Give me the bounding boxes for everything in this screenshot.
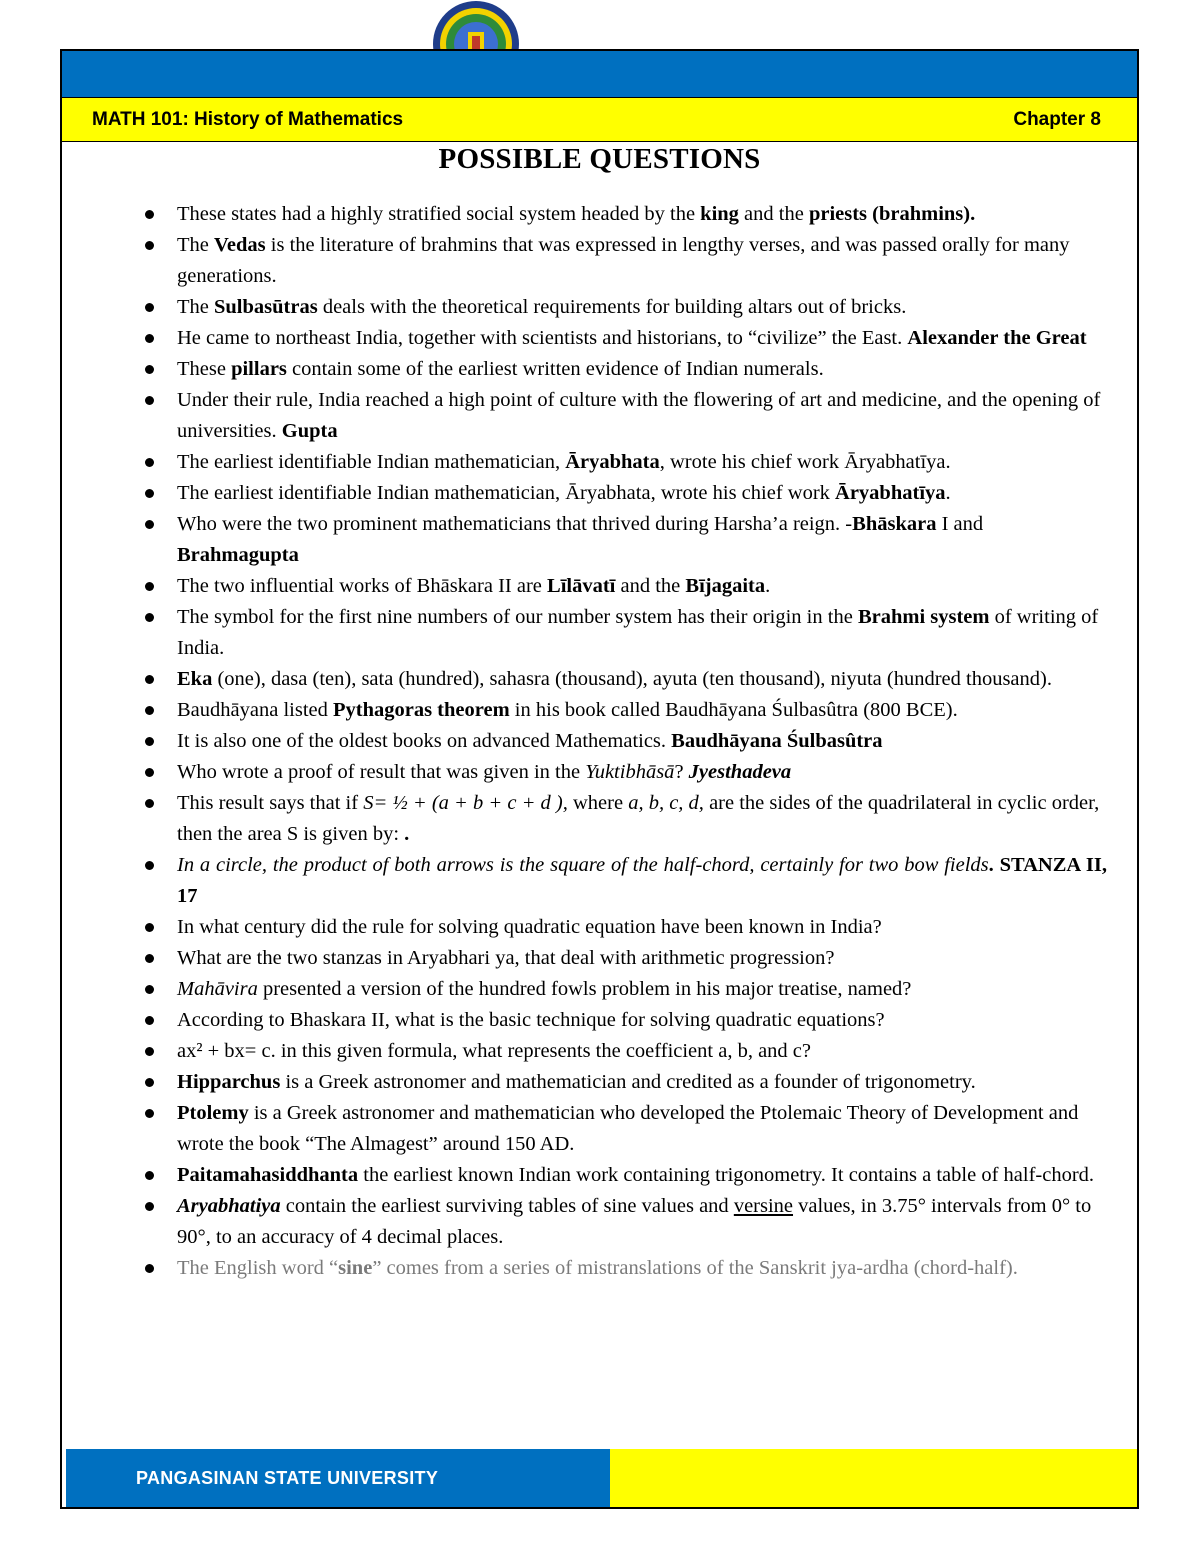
question-list [142,199,1107,1284]
list-item: This result says that if S= ½ + (a + b + c + d ), where a, b, c, d, are the sides of the quadrilateral in cyclic order, then the area S is given by: . [142,788,1107,850]
bullet-icon [145,1109,154,1118]
bullet-icon [145,954,154,963]
bullet-icon [145,768,154,777]
bullet-icon [145,706,154,715]
list-item: Eka (one), dasa (ten), sata (hundred), sahasra (thousand), ayuta (ten thousand), niyuta (hundred thousand). [142,664,1107,695]
chapter-label: Chapter 8 [1013,108,1101,130]
bullet-icon [145,1016,154,1025]
bullet-icon [145,613,154,622]
list-item: In what century did the rule for solving quadratic equation have been known in India? [142,912,1107,943]
list-item: Mahāvira presented a version of the hundred fowls problem in his major treatise, named? [142,974,1107,1005]
list-item: ax² + bx= c. in this given formula, what represents the coefficient a, b, and c? [142,1036,1107,1067]
bullet-icon [145,1264,154,1273]
list-item: In a circle, the product of both arrows is the square of the half-chord, certainly for two bow fields. STANZA II, 17 [142,850,1107,912]
list-item: The symbol for the first nine numbers of our number system has their origin in the Brahmi system of writing of India. [142,602,1107,664]
bullet-icon [145,1078,154,1087]
university-name: PANGASINAN STATE UNIVERSITY [66,1449,610,1507]
university-seal-logo [432,0,520,52]
bullet-icon [145,241,154,250]
list-item: These states had a highly stratified social system headed by the king and the priests (brahmins). [142,199,1107,230]
bullet-icon [145,365,154,374]
list-item: Who wrote a proof of result that was given in the Yuktibhāsā? Jyesthadeva [142,757,1107,788]
bullet-icon [145,1202,154,1211]
list-item: The Sulbasūtras deals with the theoretical requirements for building altars out of bricks. [142,292,1107,323]
course-title: MATH 101: History of Mathematics [92,108,404,130]
list-item: Baudhāyana listed Pythagoras theorem in his book called Baudhāyana Śulbasûtra (800 BCE). [142,695,1107,726]
bullet-icon [145,458,154,467]
footer-bar [66,1449,1137,1507]
list-item: The English word “sine” comes from a series of mistranslations of the Sanskrit jya-ardha (chord-half). [142,1253,1107,1284]
page-frame [60,49,1139,1509]
bullet-icon [145,1047,154,1056]
bullet-icon [145,520,154,529]
list-item: The earliest identifiable Indian mathematician, Āryabhata, wrote his chief work Āryabhatīya. [142,447,1107,478]
bullet-icon [145,923,154,932]
footer-yellow-block [610,1449,1137,1507]
page-title: POSSIBLE QUESTIONS [438,143,761,175]
bullet-icon [145,737,154,746]
list-item: Hipparchus is a Greek astronomer and mathematician and credited as a founder of trigonometry. [142,1067,1107,1098]
list-item: These pillars contain some of the earliest written evidence of Indian numerals. [142,354,1107,385]
list-item: The two influential works of Bhāskara II are Līlāvatī and the Bījagaita. [142,571,1107,602]
bullet-icon [145,675,154,684]
bullet-icon [145,985,154,994]
bullet-icon [145,210,154,219]
list-item: The earliest identifiable Indian mathematician, Āryabhata, wrote his chief work Āryabhatīya. [142,478,1107,509]
list-item: According to Bhaskara II, what is the basic technique for solving quadratic equations? [142,1005,1107,1036]
list-item: Ptolemy is a Greek astronomer and mathematician who developed the Ptolemaic Theory of Development and wrote the book “The Almagest” around 150 AD. [142,1098,1107,1160]
bullet-icon [145,1171,154,1180]
bullet-icon [145,799,154,808]
bullet-icon [145,396,154,405]
list-item: Aryabhatiya contain the earliest surviving tables of sine values and versine values, in 3.75° intervals from 0° to 90°, to an accuracy of 4 decimal places. [142,1191,1107,1253]
list-item: He came to northeast India, together with scientists and historians, to “civilize” the East. Alexander the Great [142,323,1107,354]
bullet-icon [145,582,154,591]
list-item: Paitamahasiddhanta the earliest known Indian work containing trigonometry. It contains a table of half-chord. [142,1160,1107,1191]
list-item: What are the two stanzas in Aryabhari ya, that deal with arithmetic progression? [142,943,1107,974]
list-item: Who were the two prominent mathematicians that thrived during Harsha’a reign. -Bhāskara I and Brahmagupta [142,509,1107,571]
bullet-icon [145,303,154,312]
list-item: The Vedas is the literature of brahmins that was expressed in lengthy verses, and was passed orally for many generations. [142,230,1107,292]
list-item: It is also one of the oldest books on advanced Mathematics. Baudhāyana Śulbasûtra [142,726,1107,757]
bullet-icon [145,489,154,498]
bullet-icon [145,861,154,870]
header-bar [62,97,1137,142]
header-blue-band [62,51,1137,97]
bullet-icon [145,334,154,343]
list-item: Under their rule, India reached a high point of culture with the flowering of art and medicine, and the opening of universities. Gupta [142,385,1107,447]
